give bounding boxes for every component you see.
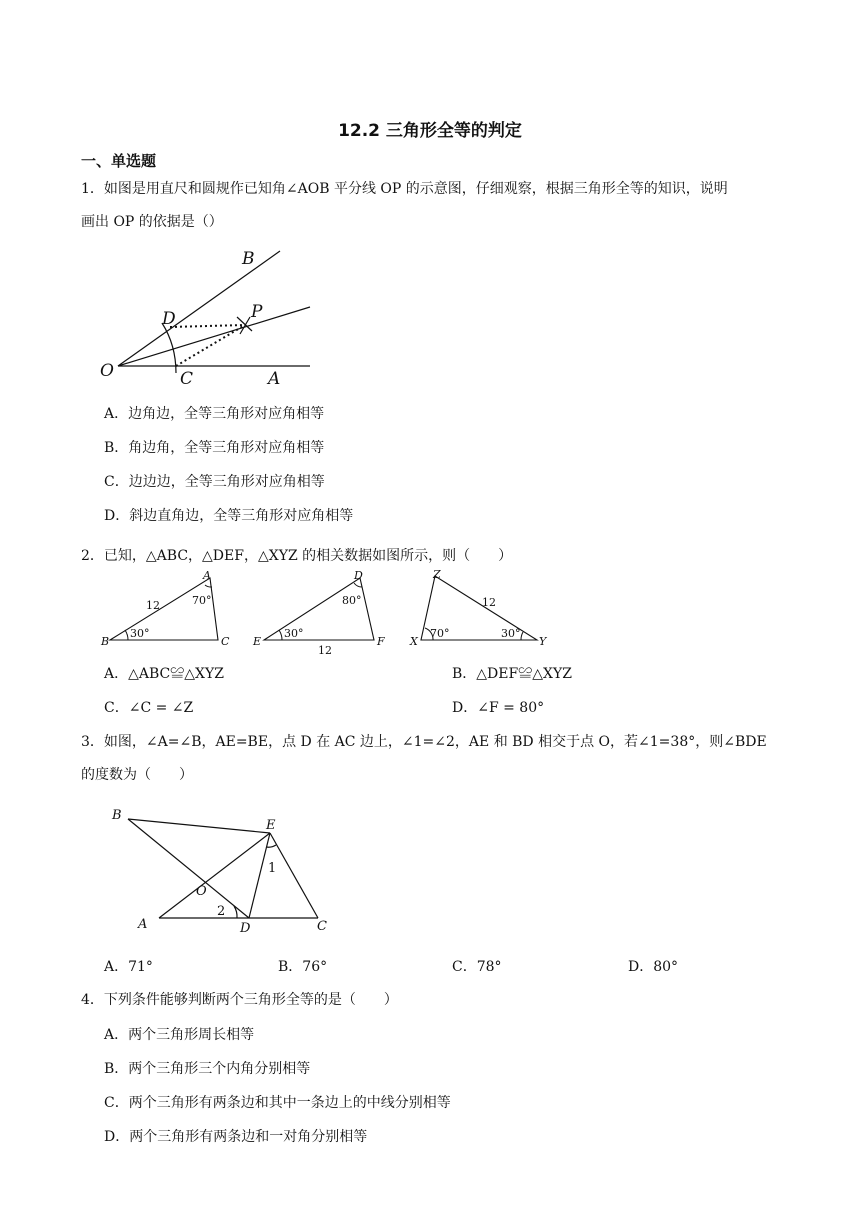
segment-ec (270, 833, 318, 918)
question-4 (81, 984, 801, 1017)
label-x: X (410, 635, 418, 648)
label-p: P (251, 302, 263, 322)
segment-ae (159, 833, 270, 918)
q2-triangle-def (250, 568, 390, 658)
label-b: B (112, 808, 122, 823)
label-e: E (253, 635, 262, 648)
segment-bd (128, 819, 249, 918)
angle-d: 80° (342, 594, 362, 607)
page-title: 12.2 三角形全等的判定 (338, 121, 522, 141)
q4-option-a[interactable]: A．两个三角形周长相等 (104, 1027, 255, 1043)
label-d: D (240, 921, 251, 936)
question-1-text-line2: 画出 OP 的依据是（） (81, 214, 223, 230)
q3-option-c[interactable]: C．78° (452, 959, 502, 975)
label-a: A (268, 369, 281, 389)
q4-option-c[interactable]: C．两个三角形有两条边和其中一条边上的中线分别相等 (104, 1095, 451, 1111)
label-a: A (203, 569, 211, 582)
q1-option-a[interactable]: A．边角边，全等三角形对应角相等 (104, 406, 325, 422)
side-length: 12 (318, 644, 332, 657)
label-y: Y (539, 635, 547, 648)
label-angle-1: 1 (268, 861, 277, 876)
question-2-text: 2．已知，△ABC，△DEF，△XYZ 的相关数据如图所示，则（ ） (81, 548, 513, 564)
angle-y: 30° (501, 627, 521, 640)
q2-option-b[interactable]: B．△DEF≌△XYZ (452, 666, 572, 682)
label-c: C (317, 919, 327, 934)
side-length: 12 (146, 599, 160, 612)
label-a: A (138, 917, 148, 932)
question-3 (81, 726, 801, 792)
segment-be (128, 819, 270, 833)
label-angle-2: 2 (217, 904, 226, 919)
q3-option-a[interactable]: A．71° (104, 959, 153, 975)
label-e: E (266, 818, 276, 833)
question-4-text: 4．下列条件能够判断两个三角形全等的是（ ） (81, 992, 398, 1008)
label-d: D (162, 309, 176, 329)
angle-a: 70° (192, 594, 212, 607)
angle-b: 30° (130, 627, 150, 640)
label-d: D (354, 569, 363, 582)
q4-option-d[interactable]: D．两个三角形有两条边和一对角分别相等 (104, 1129, 368, 1145)
label-z: Z (433, 568, 441, 581)
label-b: B (242, 249, 255, 269)
label-c: C (180, 369, 194, 389)
q3-option-b[interactable]: B．76° (278, 959, 328, 975)
ray-op (118, 307, 310, 366)
label-b: B (101, 635, 110, 648)
segment-ed (249, 833, 270, 918)
side-length: 12 (482, 596, 496, 609)
question-1-figure (90, 245, 330, 390)
q1-option-c[interactable]: C．边边边，全等三角形对应角相等 (104, 474, 325, 490)
q4-option-b[interactable]: B．两个三角形三个内角分别相等 (104, 1061, 311, 1077)
question-3-text-line2: 的度数为（ ） (81, 767, 193, 783)
question-3-text-line1: 3．如图，∠A=∠B，AE=BE，点 D 在 AC 边上，∠1=∠2，AE 和 BD 相交于点 O，若∠1=38°，则∠BDE (81, 734, 767, 750)
q1-option-d[interactable]: D．斜边直角边，全等三角形对应角相等 (104, 508, 354, 524)
question-1 (81, 173, 801, 239)
label-c: C (221, 635, 230, 648)
q2-option-c[interactable]: C．∠C = ∠Z (104, 700, 194, 716)
label-o: O (196, 884, 207, 899)
segment-dp (170, 325, 245, 327)
q2-triangle-xyz (405, 568, 555, 650)
label-o: O (100, 361, 114, 381)
angle-x: 70° (430, 627, 450, 640)
q2-option-d[interactable]: D．∠F = 80° (452, 700, 545, 716)
question-3-figure (106, 805, 336, 935)
q2-option-a[interactable]: A．△ABC≌△XYZ (104, 666, 224, 682)
angle-e: 30° (284, 627, 304, 640)
q1-option-b[interactable]: B．角边角，全等三角形对应角相等 (104, 440, 325, 456)
question-1-text-line1: 1．如图是用直尺和圆规作已知角∠AOB 平分线 OP 的示意图，仔细观察，根据三角形全等的知识，说明 (81, 181, 728, 197)
label-f: F (377, 635, 385, 648)
q2-triangle-abc (98, 568, 238, 650)
q3-option-d[interactable]: D．80° (628, 959, 679, 975)
section-heading: 一、单选题 (81, 152, 157, 170)
